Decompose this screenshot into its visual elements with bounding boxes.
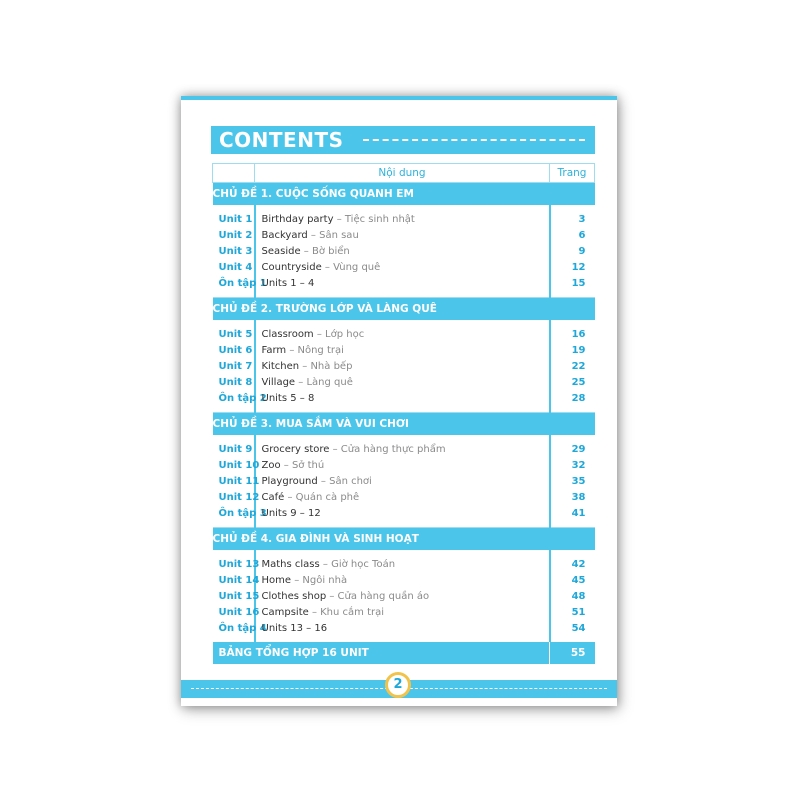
table-row (213, 572, 595, 588)
table-row (213, 358, 595, 374)
page-number: 16 (571, 328, 586, 340)
topic-heading-row (213, 183, 595, 206)
lesson-title (255, 227, 550, 243)
unit-label: Unit 7 (218, 360, 253, 372)
page-number: 32 (571, 459, 586, 471)
page-number: 42 (571, 558, 586, 570)
unit-label: Unit 1 (218, 213, 253, 225)
lesson-title-vietnamese: – Làng quê (295, 376, 353, 388)
table-row (213, 227, 595, 243)
lesson-title (255, 211, 550, 227)
page-number: 28 (571, 392, 586, 404)
unit-label: Unit 10 (218, 459, 260, 471)
lesson-title-english: Clothes shop (261, 590, 327, 602)
unit-label: Unit 9 (218, 443, 253, 455)
lesson-title-vietnamese: – Tiệc sinh nhật (333, 213, 415, 225)
unit-label: Unit 6 (218, 344, 253, 356)
unit-label: Unit 11 (218, 475, 260, 487)
column-header-blank (213, 164, 255, 183)
table-row (213, 441, 595, 457)
table-row (213, 259, 595, 275)
lesson-title-english: Units 13 – 16 (261, 622, 328, 634)
lesson-title (255, 620, 550, 636)
page-number: 6 (578, 229, 586, 241)
top-accent-strip (181, 96, 617, 100)
lesson-title (255, 489, 550, 505)
column-header-page: Trang (550, 164, 595, 183)
lesson-title-vietnamese: – Cửa hàng thực phẩm (329, 443, 446, 455)
page-number: 9 (578, 245, 586, 257)
lesson-title-vietnamese: – Nông trại (286, 344, 344, 356)
table-row (213, 390, 595, 406)
page-number: 29 (571, 443, 586, 455)
lesson-title (255, 342, 550, 358)
lesson-title-vietnamese: – Giờ học Toán (319, 558, 396, 570)
lesson-title-vietnamese: – Quán cà phê (284, 491, 360, 503)
unit-label: Ôn tập 2 (218, 392, 267, 404)
unit-label: Unit 4 (218, 261, 253, 273)
lesson-title (255, 243, 550, 259)
lesson-title (255, 275, 550, 291)
lesson-title (255, 358, 550, 374)
page-number: 25 (571, 376, 586, 388)
topic-heading: CHỦ ĐỀ 3. MUA SẮM VÀ VUI CHƠI (213, 413, 595, 436)
lesson-title (255, 556, 550, 572)
lesson-title-english: Units 9 – 12 (261, 507, 321, 519)
summary-row (213, 642, 595, 664)
table-row (213, 489, 595, 505)
lesson-title-english: Farm (261, 344, 287, 356)
lesson-title (255, 259, 550, 275)
unit-label: Unit 2 (218, 229, 253, 241)
summary-label: BẢNG TỔNG HỢP 16 UNIT (213, 642, 550, 664)
unit-label: Ôn tập 3 (218, 507, 267, 519)
lesson-title-english: Kitchen (261, 360, 300, 372)
lesson-title-english: Birthday party (261, 213, 334, 225)
table-row (213, 457, 595, 473)
lesson-title-english: Playground (261, 475, 318, 487)
lesson-title-vietnamese: – Sân sau (307, 229, 359, 241)
table-row (213, 342, 595, 358)
page-title: CONTENTS (219, 128, 344, 152)
lesson-title (255, 441, 550, 457)
lesson-title-english: Zoo (261, 459, 281, 471)
lesson-title-vietnamese: – Cửa hàng quần áo (326, 590, 430, 602)
lesson-title (255, 374, 550, 390)
table-row (213, 275, 595, 291)
lesson-title-vietnamese: – Sân chơi (317, 475, 372, 487)
unit-label: Unit 8 (218, 376, 253, 388)
table-row (213, 588, 595, 604)
topic-heading: CHỦ ĐỀ 4. GIA ĐÌNH VÀ SINH HOẠT (213, 528, 595, 551)
table-row (213, 620, 595, 636)
unit-label: Unit 3 (218, 245, 253, 257)
lesson-title (255, 604, 550, 620)
table-row (213, 556, 595, 572)
unit-label: Unit 12 (218, 491, 260, 503)
lesson-title-english: Backyard (261, 229, 308, 241)
topic-heading: CHỦ ĐỀ 1. CUỘC SỐNG QUANH EM (213, 183, 595, 206)
lesson-title (255, 572, 550, 588)
column-header-content: Nội dung (255, 164, 550, 183)
table-row (213, 374, 595, 390)
unit-label: Unit 5 (218, 328, 253, 340)
page-number: 35 (571, 475, 586, 487)
lesson-title-vietnamese: – Nhà bếp (299, 360, 353, 372)
unit-label: Unit 14 (218, 574, 260, 586)
table-row (213, 211, 595, 227)
lesson-title-vietnamese: – Khu cắm trại (308, 606, 385, 618)
lesson-title-english: Units 1 – 4 (261, 277, 315, 289)
topic-heading-row (213, 413, 595, 436)
unit-label: Unit 16 (218, 606, 260, 618)
lesson-title-vietnamese: – Sở thú (280, 459, 325, 471)
header-dashed-line (363, 139, 585, 141)
lesson-title-english: Maths class (261, 558, 320, 570)
lesson-title-english: Campsite (261, 606, 309, 618)
contents-table (212, 163, 595, 664)
page-number: 48 (571, 590, 586, 602)
lesson-title-english: Units 5 – 8 (261, 392, 315, 404)
page-number: 38 (571, 491, 586, 503)
page-number-badge: 2 (385, 672, 411, 698)
column-header-row (213, 164, 595, 183)
page-number: 45 (571, 574, 586, 586)
unit-label: Ôn tập 1 (218, 277, 267, 289)
lesson-title (255, 505, 550, 521)
table-row (213, 326, 595, 342)
page-number: 15 (571, 277, 586, 289)
page-number: 51 (571, 606, 586, 618)
lesson-title (255, 588, 550, 604)
lesson-title-english: Grocery store (261, 443, 330, 455)
page-number: 3 (578, 213, 586, 225)
lesson-title-vietnamese: – Bờ biển (300, 245, 350, 257)
lesson-title (255, 390, 550, 406)
page-number: 12 (571, 261, 586, 273)
page-number: 54 (571, 622, 586, 634)
unit-label: Unit 13 (218, 558, 260, 570)
lesson-title (255, 473, 550, 489)
lesson-title (255, 326, 550, 342)
lesson-title-vietnamese: – Lớp học (313, 328, 365, 340)
book-page (181, 96, 617, 706)
page-number: 41 (571, 507, 586, 519)
contents-header (211, 126, 595, 154)
lesson-title-vietnamese: – Vùng quê (321, 261, 381, 273)
lesson-title-english: Seaside (261, 245, 301, 257)
lesson-title (255, 457, 550, 473)
topic-heading-row (213, 298, 595, 321)
unit-label: Ôn tập 4 (218, 622, 267, 634)
lesson-title-english: Home (261, 574, 292, 586)
table-row (213, 473, 595, 489)
lesson-title-english: Countryside (261, 261, 322, 273)
table-row (213, 505, 595, 521)
summary-page-number: 55 (550, 642, 595, 664)
unit-label: Unit 15 (218, 590, 260, 602)
lesson-title-english: Village (261, 376, 296, 388)
topic-heading: CHỦ ĐỀ 2. TRƯỜNG LỚP VÀ LÀNG QUÊ (213, 298, 595, 321)
page-number: 19 (571, 344, 586, 356)
topic-heading-row (213, 528, 595, 551)
page-number: 22 (571, 360, 586, 372)
lesson-title-english: Classroom (261, 328, 314, 340)
lesson-title-vietnamese: – Ngôi nhà (291, 574, 348, 586)
lesson-title-english: Café (261, 491, 285, 503)
contents-body (213, 183, 595, 665)
table-row (213, 243, 595, 259)
table-row (213, 604, 595, 620)
